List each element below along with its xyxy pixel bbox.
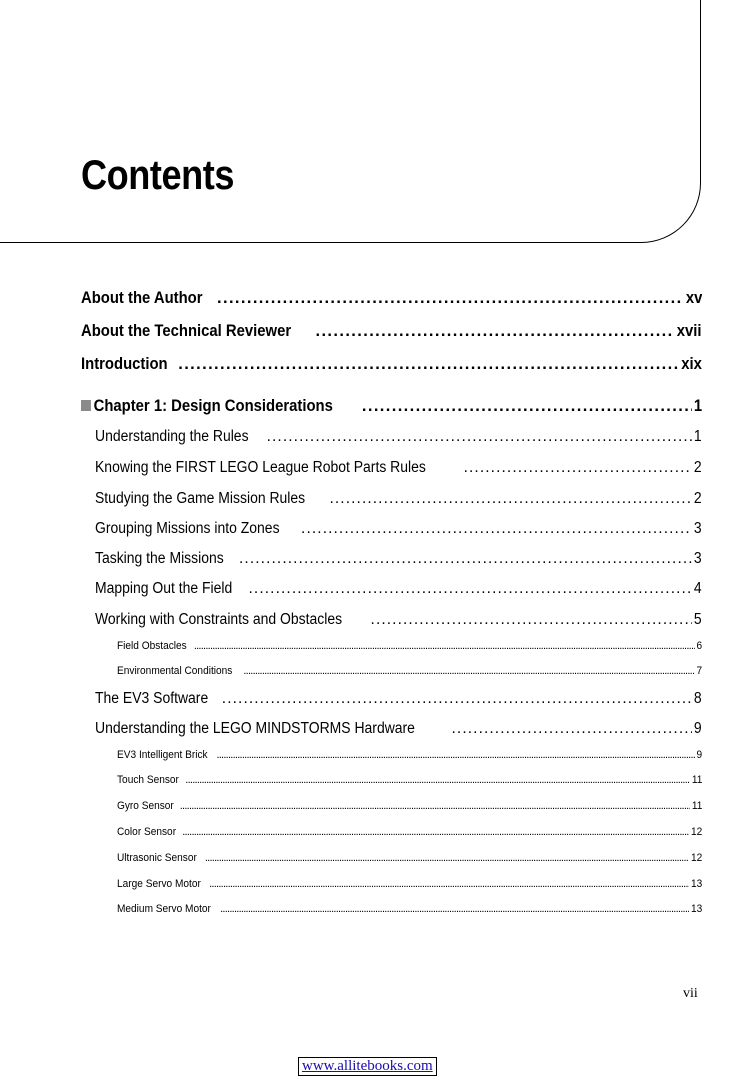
toc-entry-page: 9 [696,749,702,761]
toc-entry-title: Touch Sensor [117,774,179,786]
toc-leader [182,826,689,838]
toc-entry-page: 7 [696,665,702,677]
toc-entry-title: Chapter 1: Design Considerations [93,397,333,415]
toc-entry-section[interactable] [95,550,702,572]
toc-leader [371,611,693,629]
toc-entry-title: Large Servo Motor [117,878,201,890]
toc-entry-page: 1 [694,428,702,445]
toc-entry-subsection[interactable] [117,800,702,815]
toc-entry-about-author[interactable] [81,289,702,311]
toc-entry-title: About the Author [81,289,203,307]
toc-entry-subsection[interactable] [117,903,702,918]
toc-entry-subsection[interactable] [117,749,702,764]
toc-entry-section[interactable] [95,490,702,512]
toc-entry-title: Understanding the LEGO MINDSTORMS Hardware [95,720,415,737]
footer-website-link[interactable]: www.allitebooks.com [298,1057,437,1076]
toc-entry-page: 3 [694,520,702,537]
toc-entry-page: 8 [694,690,702,707]
toc-entry-page: xix [681,355,702,373]
toc-entry-title: Environmental Conditions [117,665,233,677]
toc-entry-title: Understanding the Rules [95,428,249,445]
toc-leader [194,640,695,652]
toc-entry-section[interactable] [95,611,702,633]
toc-entry-subsection[interactable] [117,826,702,841]
toc-entry-section[interactable] [95,580,702,602]
toc-entry-chapter-1[interactable] [81,397,702,419]
toc-entry-section[interactable] [95,428,702,450]
toc-leader [316,322,674,341]
toc-leader [209,878,689,890]
toc-entry-page: 9 [694,720,702,737]
toc-entry-subsection[interactable] [117,852,702,867]
toc-entry-page: 5 [694,611,702,628]
page-number: vii [683,986,698,1001]
toc-leader [464,459,693,477]
square-bullet-icon [81,400,91,411]
toc-entry-page: xv [685,289,702,307]
toc-entry-page: 1 [693,397,702,415]
toc-leader [362,397,692,416]
toc-entry-title: Ultrasonic Sensor [117,852,197,864]
toc-leader [249,580,693,598]
toc-leader [217,289,683,308]
toc-chapter-heading [81,397,333,416]
toc-entry-page: 11 [691,800,702,812]
toc-entry-subsection[interactable] [117,665,702,680]
toc-entry-title: Introduction [81,355,168,373]
toc-leader [267,428,693,446]
toc-leader [329,490,692,508]
toc-entry-title: Mapping Out the Field [95,580,233,597]
toc-entry-page: 3 [694,550,702,567]
toc-entry-title: Tasking the Missions [95,550,224,567]
toc-leader [243,665,695,677]
toc-leader [185,774,689,786]
toc-entry-title: Working with Constraints and Obstacles [95,611,343,628]
toc-entry-page: 2 [694,490,702,507]
toc-leader [452,720,693,738]
toc-entry-title: Field Obstacles [117,640,187,652]
toc-entry-title: Color Sensor [117,826,177,838]
toc-entry-title: EV3 Intelligent Brick [117,749,208,761]
toc-leader [220,903,689,915]
toc-entry-page: 13 [690,903,702,915]
toc-entry-technical-reviewer[interactable] [81,322,702,344]
toc-entry-section[interactable] [95,459,702,481]
toc-entry-subsection[interactable] [117,640,702,655]
toc-entry-title: About the Technical Reviewer [81,322,292,340]
toc-entry-title: Gyro Sensor [117,800,174,812]
toc-entry-title: Knowing the FIRST LEGO League Robot Parts Rules [95,459,426,476]
toc-leader [222,690,693,708]
toc-entry-title: Studying the Game Mission Rules [95,490,306,507]
toc-entry-page: 13 [690,878,702,890]
toc-entry-page: 4 [694,580,702,597]
toc-leader [239,550,692,568]
toc-leader [180,800,690,812]
toc-entry-page: 12 [690,852,702,864]
toc-entry-title: Grouping Missions into Zones [95,520,280,537]
toc-leader [178,355,678,374]
toc-entry-section[interactable] [95,520,702,542]
toc-entry-subsection[interactable] [117,878,702,893]
toc-entry-title: The EV3 Software [95,690,209,707]
toc-entry-page: xvii [677,322,702,340]
toc-leader [301,520,692,538]
toc-entry-page: 12 [690,826,702,838]
toc-entry-section[interactable] [95,720,702,742]
toc-leader [205,852,689,864]
toc-entry-page: 6 [696,640,702,652]
toc-leader [216,749,694,761]
toc-entry-introduction[interactable] [81,355,702,377]
toc-entry-subsection[interactable] [117,774,702,789]
toc-entry-page: 11 [691,774,702,786]
toc-entry-title: Medium Servo Motor [117,903,211,915]
toc-entry-section[interactable] [95,690,702,712]
page-title: Contents [81,151,235,198]
toc-entry-page: 2 [694,459,702,476]
